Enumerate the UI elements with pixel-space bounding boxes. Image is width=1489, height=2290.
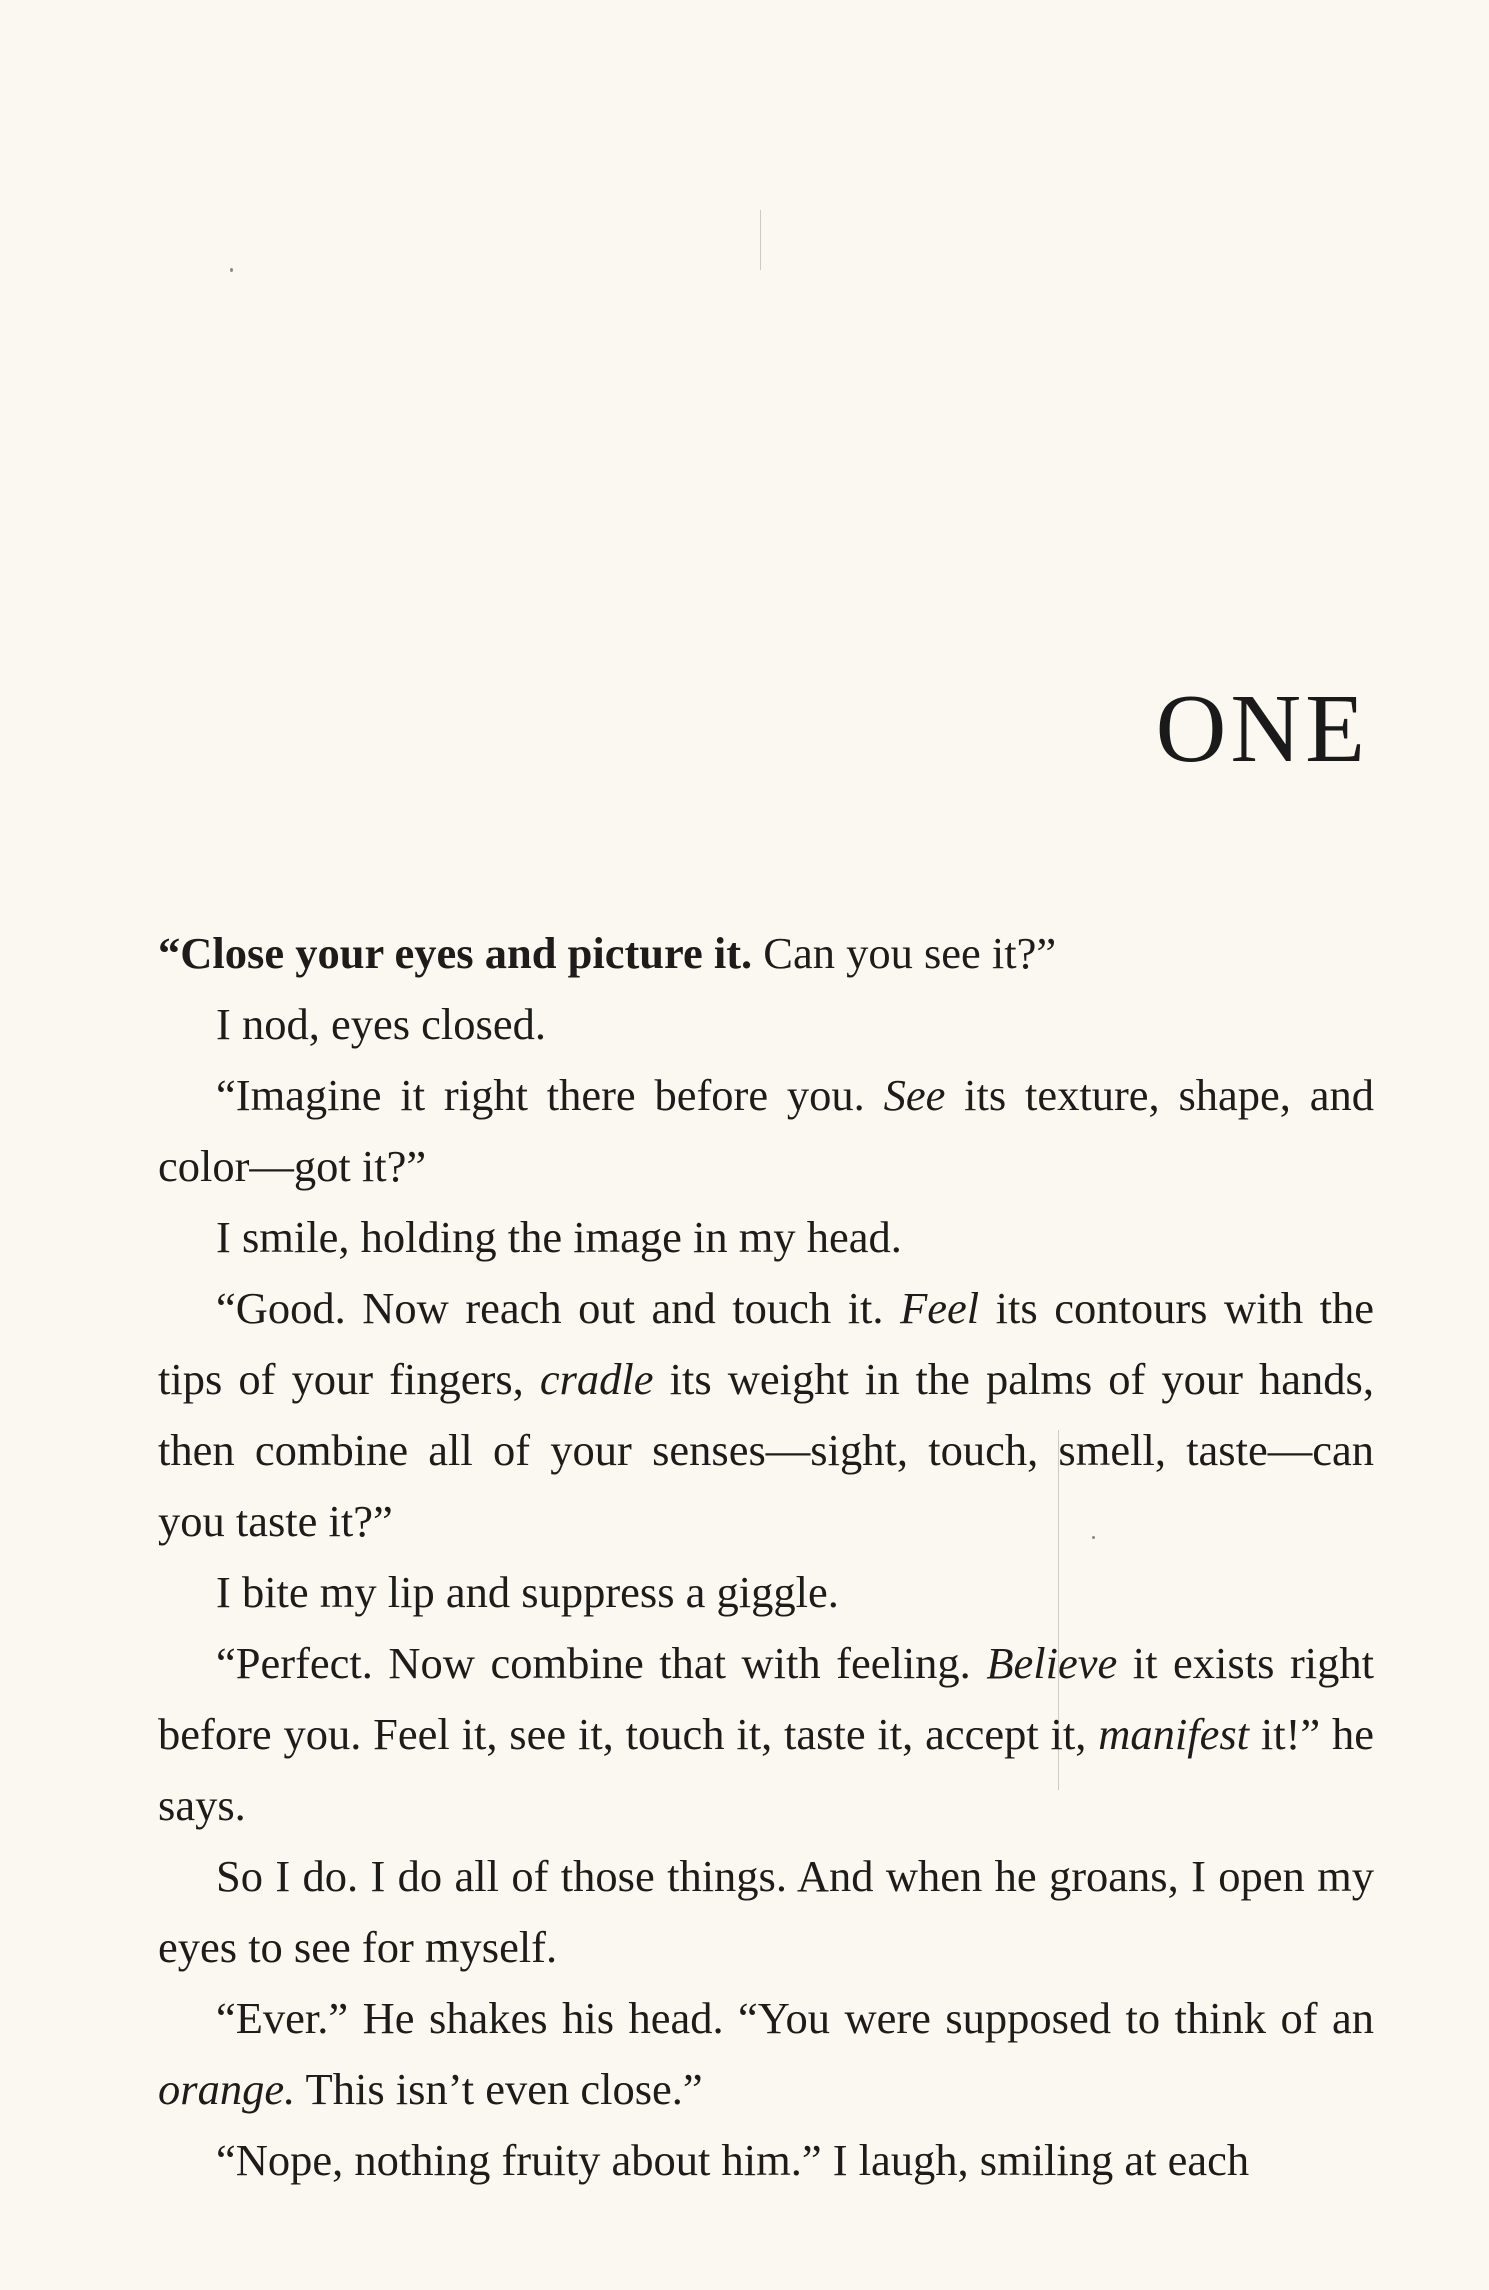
paragraph: [158, 1557, 1374, 1628]
italic-run: orange.: [158, 2064, 296, 2114]
bold-run: “Close your eyes and picture it.: [158, 928, 753, 978]
text-run: “Ever.” He shakes his head. “You were supposed to think of an: [216, 1993, 1374, 2043]
chapter-title: ONE: [1155, 675, 1369, 783]
paragraph: [158, 2125, 1374, 2196]
text-run: So I do. I do all of those things. And when he groans, I open my eyes to see for myself.: [158, 1851, 1374, 1972]
paragraph: [158, 1628, 1374, 1841]
text-run: it exists right before you. Feel it, see it, touch it, taste it, accept it,: [158, 1638, 1374, 1759]
text-run: its contours with the tips of your fingers,: [158, 1283, 1374, 1404]
text-run: This isn’t even close.”: [295, 2064, 703, 2114]
text-run: its weight in the palms of your hands, then combine all of your senses—sight, touch, smell, taste—can you taste it?”: [158, 1354, 1374, 1546]
paragraph: [158, 1060, 1374, 1202]
paper-scratch-mark: [760, 210, 761, 270]
paragraph: [158, 1983, 1374, 2125]
paragraph: [158, 1273, 1374, 1557]
paragraph: [158, 1841, 1374, 1983]
paragraph: [158, 1202, 1374, 1273]
italic-run: See: [883, 1070, 946, 1120]
text-run: “Perfect. Now combine that with feeling.: [216, 1638, 987, 1688]
paragraph: [158, 918, 1374, 989]
paper-speck: [230, 268, 233, 272]
italic-run: manifest: [1098, 1709, 1250, 1759]
paragraph: [158, 989, 1374, 1060]
text-run: I nod, eyes closed.: [216, 999, 546, 1049]
text-run: Can you see it?”: [752, 928, 1057, 978]
italic-run: cradle: [539, 1354, 654, 1404]
chapter-body-text: [158, 918, 1374, 2196]
text-run: it!” he says.: [158, 1709, 1374, 1830]
italic-run: Feel: [900, 1283, 980, 1333]
text-run: “Good. Now reach out and touch it.: [216, 1283, 901, 1333]
text-run: its texture, shape, and color—got it?”: [158, 1070, 1374, 1191]
text-run: I smile, holding the image in my head.: [216, 1212, 902, 1262]
text-run: “Imagine it right there before you.: [216, 1070, 884, 1120]
text-run: “Nope, nothing fruity about him.” I laugh, smiling at each: [216, 2135, 1250, 2185]
text-run: I bite my lip and suppress a giggle.: [216, 1567, 839, 1617]
italic-run: Believe: [986, 1638, 1118, 1688]
